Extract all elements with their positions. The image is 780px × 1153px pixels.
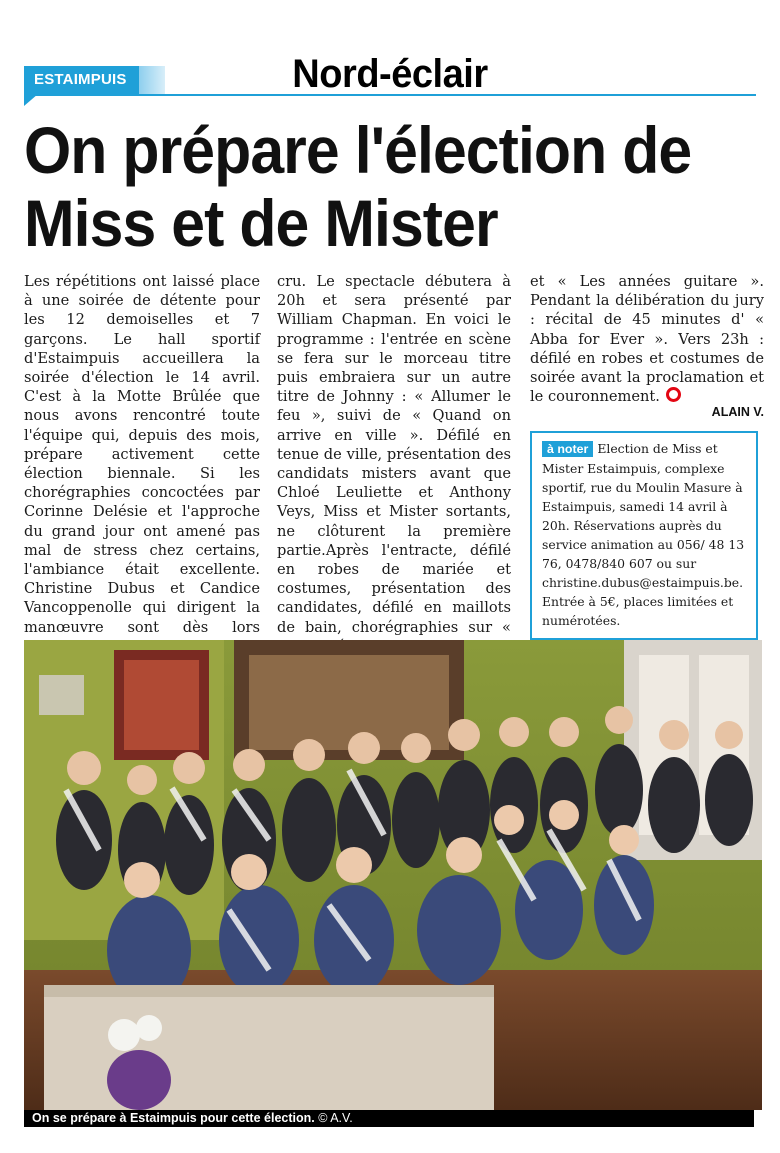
newspaper-masthead: Nord-éclair xyxy=(292,52,488,96)
article-column-3 xyxy=(530,272,764,406)
article-column-3-text: et « Les années guitare ». Pendant la délibération du jury : récital de 45 minutes d' « Abba for Ever ». Vers 23h : défilé en robes et costumes de soirée avant la proclamation et le couronnement. xyxy=(530,273,764,406)
info-box-tag: à noter xyxy=(542,441,593,457)
article-headline: On prépare l'élection de Miss et de Mister xyxy=(24,113,692,260)
caption-text: On se prépare à Estaimpuis pour cette élection. xyxy=(32,1111,315,1125)
photo-credit: © A.V. xyxy=(318,1111,353,1125)
info-box-text: Election de Miss et Mister Estaimpuis, complexe sportif, rue du Moulin Masure à Estaimpuis, samedi 14 avril à 20h. Réservations auprès du service animation au 056/ 48 13 76, 0478/840 607 ou sur christine.dubus@estaimpuis.be. Entrée à 5€, places limitées et numérotées. xyxy=(542,441,745,628)
article-column-2: cru. Le spectacle débutera à 20h et sera présenté par William Chapman. En voici le programme : l'entrée en scène se fera sur le morceau titre puis embraiera sur un autre titre de Johnny : « Allumer le feu », suivi de « Quand on arrive en ville ». Défilé en tenue de ville, présentation des candidats misters avant que Chloé Leuliette et Anthony Veys, Miss et Mister sortants, ne clôturent la première partie.Après l'entracte, défilé en robes de mariée et costumes, présentation des candidates, défilé en maillots de bain, chorégraphies sur « xyxy=(277,273,511,636)
group-photo xyxy=(24,640,762,1110)
info-box xyxy=(530,431,758,640)
article-byline: ALAIN V. xyxy=(711,405,764,419)
article-column-1: Les répétitions ont laissé place à une soirée de détente pour les 12 demoiselles et 7 garçons. Le hall sportif d'Estaimpuis accueillera la soirée d'élection le 14 avril. C'est à la Motte Brûlée que nous avons rencontré toute l'équipe qui, depuis des mois, prépare activement cette élection biennale. Si les chorégraphies concoctées par Corinne Delésie et l'approche du grand jour ont amené pas mal de stress chez certains, l'ambiance était excellente. Christine Dubus et Candice Vancoppenolle qui dirigent la manœuvre sont dès lors xyxy=(24,273,260,636)
photo-caption xyxy=(24,1110,754,1127)
group-photo-image xyxy=(24,640,762,1110)
end-of-article-icon xyxy=(666,387,681,402)
section-label: ESTAIMPUIS xyxy=(24,66,139,94)
